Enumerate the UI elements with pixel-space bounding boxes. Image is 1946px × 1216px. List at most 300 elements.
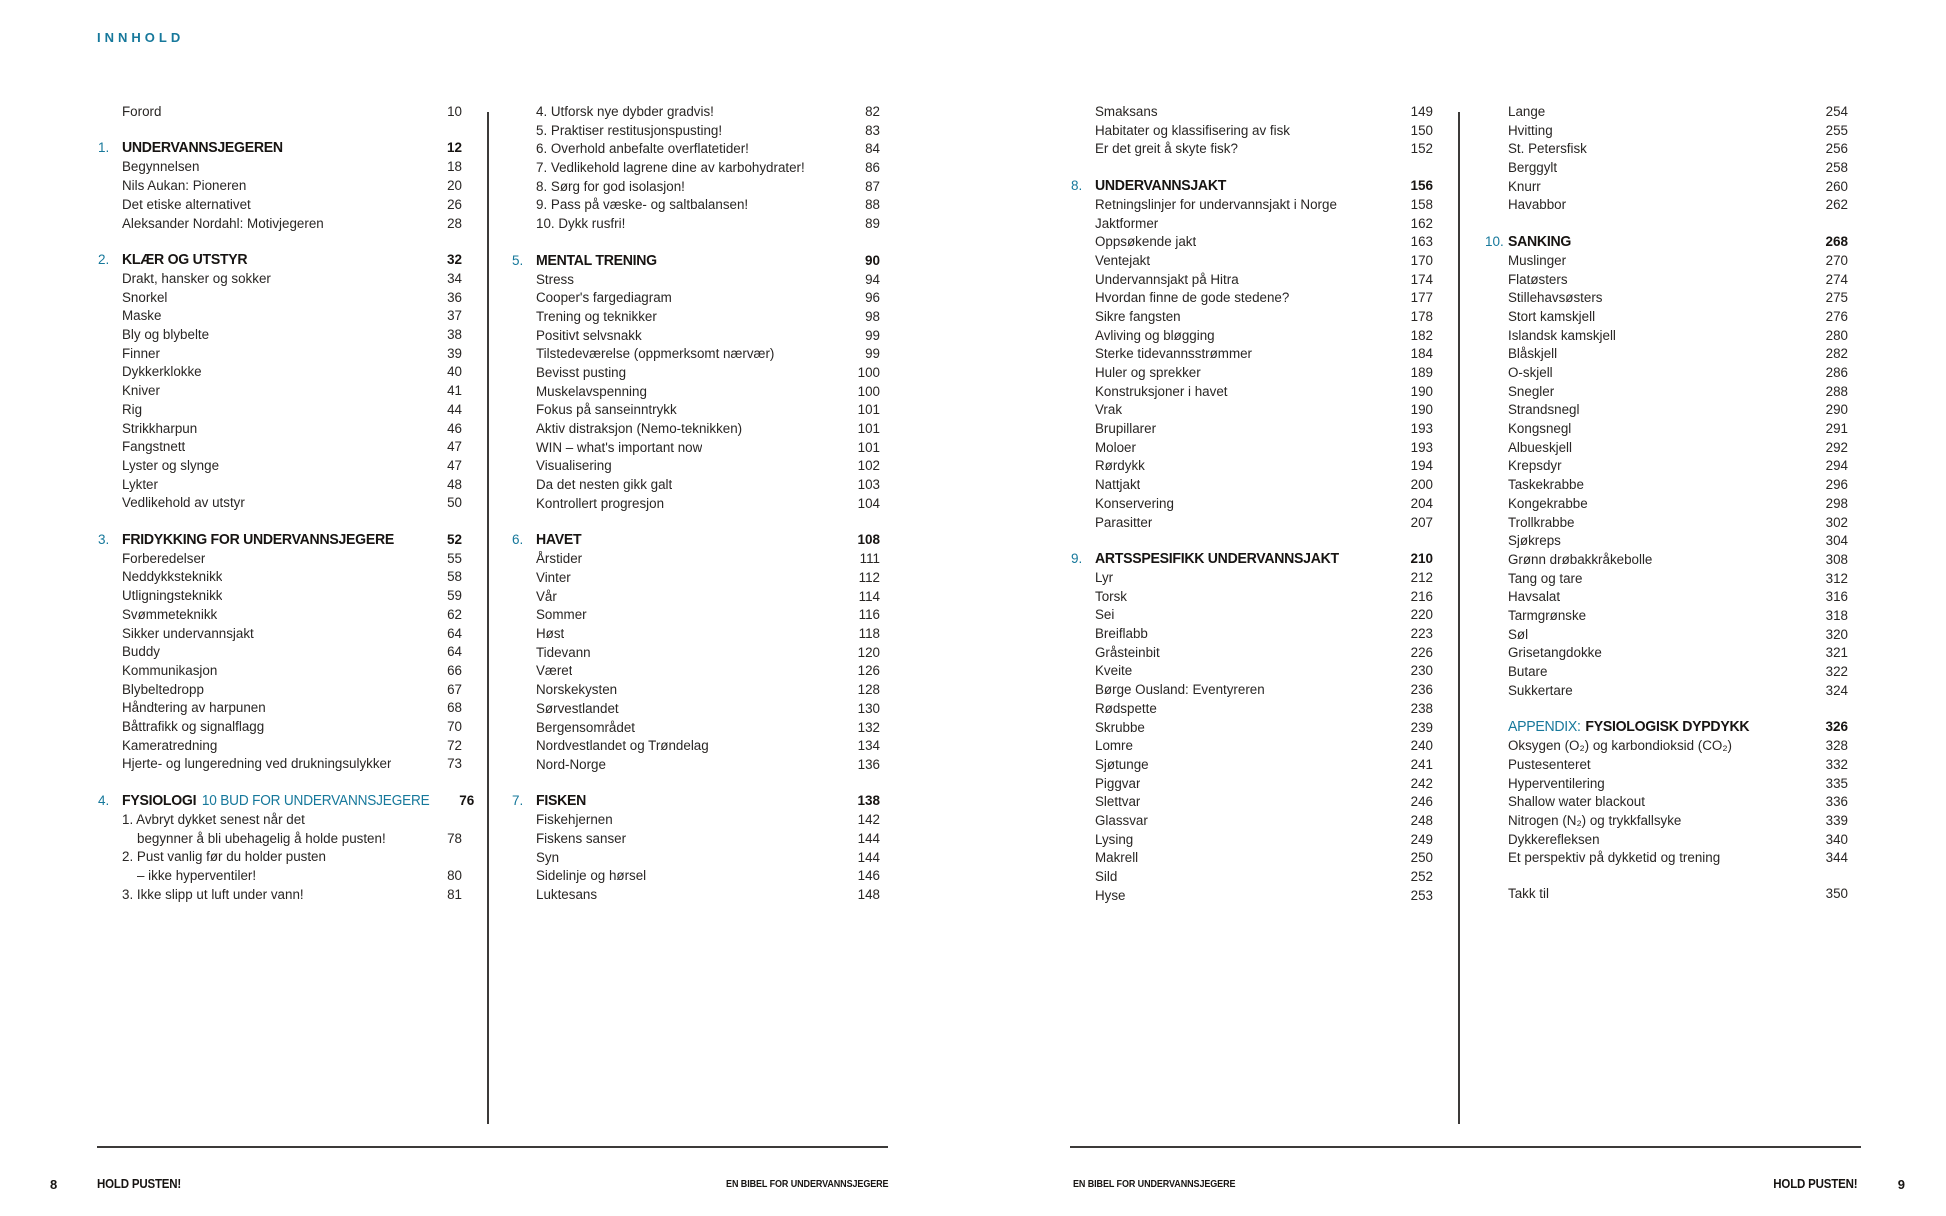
entry-page-number: 250 (1410, 850, 1433, 866)
entry-page-number: 216 (1410, 588, 1433, 604)
entry-page-number: 282 (1825, 346, 1848, 362)
entry-label: Lykter (122, 476, 158, 492)
entry-label: begynner å bli ubehagelig å holde pusten! (137, 830, 386, 846)
entry-label: Begynnelsen (122, 159, 200, 175)
toc-entry-row (1508, 885, 1848, 904)
entry-page-number: 255 (1825, 122, 1848, 138)
toc-entry-row (1508, 532, 1848, 551)
chapter-page-number: 52 (446, 531, 462, 547)
entry-label: Et perspektiv på dykketid og trening (1508, 850, 1721, 866)
toc-entry-row (536, 569, 880, 588)
entry-label: Torsk (1095, 588, 1127, 604)
toc-entry-row (122, 103, 462, 122)
right-page-number: 9 (1897, 1177, 1905, 1192)
toc-entry-row (1508, 159, 1848, 178)
toc-entry-row (1095, 289, 1433, 308)
toc-entry-row (1095, 588, 1433, 607)
entry-page-number: 321 (1825, 645, 1848, 661)
entry-page-number: 70 (447, 718, 462, 734)
entry-label: Sei (1095, 607, 1115, 623)
entry-page-number: 47 (447, 439, 462, 455)
entry-page-number: 248 (1410, 812, 1433, 828)
entry-page-number: 294 (1825, 458, 1848, 474)
entry-label: Ventejakt (1095, 252, 1151, 268)
toc-entry-row (1095, 327, 1433, 346)
toc-entry-row (1508, 271, 1848, 290)
entry-page-number: 274 (1825, 271, 1848, 287)
toc-entry-row (536, 849, 880, 868)
entry-label: Snorkel (122, 289, 168, 305)
toc-entry-row (1508, 140, 1848, 159)
chapter-number: 1. (98, 140, 110, 156)
entry-page-number: 59 (447, 588, 462, 604)
entry-label: 3. Ikke slipp ut luft under vann! (122, 886, 304, 902)
toc-entry-row (122, 270, 462, 289)
entry-label: Børge Ousland: Eventyreren (1095, 682, 1265, 698)
toc-entry-row (536, 122, 880, 141)
toc-chapter-row (512, 791, 880, 811)
toc-chapter-row (1485, 232, 1848, 252)
entry-page-number: 80 (447, 867, 462, 883)
entry-label: Trening og teknikker (536, 308, 657, 324)
entry-page-number: 253 (1410, 887, 1433, 903)
entry-label: Vinter (536, 570, 571, 586)
toc-entry-row (1508, 495, 1848, 514)
toc-entry-row (1508, 514, 1848, 533)
entry-label: Nord-Norge (536, 756, 606, 772)
entry-label: Hyse (1095, 887, 1126, 903)
entry-page-number: 236 (1410, 682, 1433, 698)
entry-page-number: 254 (1825, 104, 1848, 119)
entry-page-number: 18 (447, 159, 462, 175)
entry-page-number: 230 (1410, 663, 1433, 679)
toc-entry-row (1508, 626, 1848, 645)
toc-entry-row (1508, 476, 1848, 495)
toc-entry-row (122, 438, 462, 457)
entry-label: Snegler (1508, 383, 1555, 399)
entry-page-number: 118 (858, 626, 880, 642)
entry-page-number: 40 (447, 364, 462, 380)
toc-entry-row (536, 811, 880, 830)
entry-label: Trollkrabbe (1508, 514, 1575, 530)
toc-column-2 (512, 103, 880, 905)
entry-label: Sikker undervannsjakt (122, 625, 254, 641)
entry-page-number: 223 (1410, 626, 1433, 642)
entry-page-number: 312 (1825, 570, 1848, 586)
entry-label: Breiflabb (1095, 626, 1148, 642)
toc-entry-row (1095, 364, 1433, 383)
chapter-page-number: 108 (857, 532, 880, 548)
entry-label: Undervannsjakt på Hitra (1095, 271, 1239, 287)
entry-label: Grisetangdokke (1508, 645, 1602, 661)
toc-entry-row (536, 886, 880, 905)
entry-label: Havabbor (1508, 197, 1567, 213)
chapter-subtitle: 10 BUD FOR UNDERVANNSJEGERE (201, 792, 430, 809)
entry-page-number: 103 (857, 477, 880, 493)
entry-label: Butare (1508, 664, 1548, 680)
entry-label: Lysing (1095, 831, 1134, 847)
toc-entry-row (536, 476, 880, 495)
entry-label: Hjerte- og lungeredning ved drukningsulykker (122, 756, 392, 772)
entry-label: Sommer (536, 607, 587, 623)
toc-entry-row (122, 345, 462, 364)
toc-entry-row (1508, 793, 1848, 812)
entry-label: Huler og sprekker (1095, 365, 1201, 381)
toc-entry-row (1095, 719, 1433, 738)
chapter-number: 7. (512, 793, 524, 809)
entry-page-number: 50 (447, 495, 462, 511)
entry-page-number: 162 (1410, 215, 1433, 231)
entry-page-number: 44 (447, 401, 462, 417)
toc-entry-row (122, 457, 462, 476)
entry-page-number: 111 (859, 551, 880, 567)
toc-entry-row (1508, 570, 1848, 589)
entry-label: Kameratredning (122, 737, 218, 753)
entry-label: Bly og blybelte (122, 327, 210, 343)
entry-label: Det etiske alternativet (122, 196, 251, 212)
entry-label: Dykkerefleksen (1508, 831, 1600, 847)
entry-page-number: 340 (1825, 831, 1848, 847)
entry-label: Kveite (1095, 663, 1133, 679)
entry-page-number: 104 (857, 495, 880, 511)
toc-entry-row (536, 196, 880, 215)
chapter-page-number: 210 (1410, 551, 1433, 567)
toc-entry-row (1508, 196, 1848, 215)
toc-entry-row (1095, 569, 1433, 588)
entry-page-number: 286 (1825, 365, 1848, 381)
entry-label: Brupillarer (1095, 421, 1157, 437)
entry-label: Tidevann (536, 644, 591, 660)
chapter-title-group (1508, 717, 1749, 737)
toc-entry-row (536, 159, 880, 178)
entry-page-number: 102 (857, 458, 880, 474)
toc-entry-row (1095, 103, 1433, 122)
toc-entry-row (122, 643, 462, 662)
entry-label: Albueskjell (1508, 439, 1573, 455)
entry-page-number: 212 (1410, 570, 1433, 586)
entry-label: Sidelinje og hørsel (536, 868, 647, 884)
chapter-prefix: APPENDIX: (1508, 718, 1581, 736)
footer-rule-left (97, 1146, 888, 1148)
entry-label: 10. Dykk rusfri! (536, 216, 626, 232)
toc-entry-row (1095, 662, 1433, 681)
toc-entry-row (122, 811, 462, 830)
entry-page-number: 136 (857, 756, 880, 772)
entry-page-number: 308 (1825, 551, 1848, 567)
entry-label: Oksygen (O₂) og karbondioksid (CO₂) (1508, 738, 1732, 754)
toc-entry-row (536, 345, 880, 364)
entry-page-number: 41 (447, 383, 462, 399)
toc-entry-row (536, 383, 880, 402)
entry-page-number: 239 (1410, 719, 1433, 735)
entry-page-number: 302 (1825, 514, 1848, 530)
chapter-page-number: 90 (864, 252, 880, 268)
entry-label: Knurr (1508, 178, 1541, 194)
entry-label: Sukkertare (1508, 682, 1573, 698)
toc-entry-row (122, 158, 462, 177)
entry-label: Sjøtunge (1095, 756, 1149, 772)
entry-page-number: 99 (865, 327, 880, 343)
entry-page-number: 262 (1825, 197, 1848, 213)
entry-page-number: 46 (447, 420, 462, 436)
entry-label: O-skjell (1508, 365, 1553, 381)
toc-chapter-row (1071, 176, 1433, 196)
entry-page-number: 39 (447, 345, 462, 361)
entry-label: Neddykksteknikk (122, 569, 223, 585)
entry-label: Berggylt (1508, 160, 1558, 176)
entry-label: Svømmeteknikk (122, 606, 218, 622)
entry-label: Forberedelser (122, 550, 206, 566)
entry-label: Syn (536, 849, 560, 865)
chapter-title: KLÆR OG UTSTYR (122, 251, 248, 269)
toc-entry-row (1508, 737, 1848, 756)
entry-label: Muslinger (1508, 252, 1567, 268)
entry-page-number: 78 (447, 830, 462, 846)
entry-page-number: 177 (1410, 290, 1433, 306)
toc-entry-row (122, 848, 462, 867)
chapter-title: UNDERVANNSJEGEREN (122, 139, 283, 157)
toc-entry-row (1095, 215, 1433, 234)
toc-entry-row (122, 681, 462, 700)
toc-entry-row (536, 103, 880, 122)
chapter-page-number: 138 (857, 793, 880, 809)
toc-entry-row (1095, 700, 1433, 719)
entry-page-number: 148 (857, 887, 880, 903)
toc-entry-row (1095, 271, 1433, 290)
toc-entry-row (536, 420, 880, 439)
entry-page-number: 238 (1410, 700, 1433, 716)
entry-page-number: 98 (865, 308, 880, 324)
entry-page-number: 240 (1410, 738, 1433, 754)
toc-entry-row (1095, 345, 1433, 364)
toc-entry-row (122, 382, 462, 401)
toc-entry-row (1508, 588, 1848, 607)
entry-label: Kniver (122, 383, 160, 399)
entry-page-number: 316 (1825, 589, 1848, 605)
entry-page-number: 36 (447, 289, 462, 305)
toc-entry-row (536, 588, 880, 607)
entry-page-number: 332 (1825, 756, 1848, 772)
toc-entry-row (1095, 849, 1433, 868)
toc-entry-row (536, 215, 880, 234)
entry-page-number: 101 (857, 421, 880, 437)
entry-label: Forord (122, 104, 162, 119)
entry-label: Skrubbe (1095, 719, 1145, 735)
chapter-title-group (536, 791, 586, 811)
entry-label: Makrell (1095, 850, 1139, 866)
entry-label: Årstider (536, 551, 583, 567)
toc-entry-row (536, 662, 880, 681)
entry-label: Da det nesten gikk galt (536, 477, 673, 493)
chapter-number: 3. (98, 531, 110, 547)
toc-entry-row (1095, 196, 1433, 215)
toc-entry-row (1508, 178, 1848, 197)
toc-entry-row (122, 420, 462, 439)
entry-label: Avliving og bløgging (1095, 327, 1215, 343)
toc-entry-row (1095, 457, 1433, 476)
entry-label: 6. Overhold anbefalte overflatetider! (536, 141, 749, 157)
chapter-page-number: 12 (446, 140, 462, 156)
entry-page-number: 72 (447, 737, 462, 753)
entry-label: Fokus på sanseinntrykk (536, 402, 677, 418)
entry-label: Tarmgrønske (1508, 607, 1587, 623)
toc-entry-row (1508, 420, 1848, 439)
toc-entry-row (1508, 308, 1848, 327)
entry-label: Gråsteinbit (1095, 644, 1160, 660)
chapter-number: 4. (98, 792, 110, 808)
entry-page-number: 88 (865, 197, 880, 213)
toc-entry-row (1095, 868, 1433, 887)
chapter-page-number: 32 (446, 252, 462, 268)
entry-page-number: 322 (1825, 664, 1848, 680)
entry-page-number: 335 (1825, 775, 1848, 791)
entry-page-number: 38 (447, 327, 462, 343)
entry-label: St. Petersfisk (1508, 141, 1587, 157)
entry-page-number: 84 (865, 141, 880, 157)
toc-entry-row (122, 326, 462, 345)
entry-label: Nils Aukan: Pioneren (122, 178, 247, 194)
toc-entry-row (122, 550, 462, 569)
chapter-title-group (122, 530, 394, 550)
toc-entry-row (1508, 812, 1848, 831)
entry-label: Taskekrabbe (1508, 477, 1584, 493)
entry-label: Høst (536, 626, 565, 642)
toc-entry-row (1508, 551, 1848, 570)
entry-page-number: 100 (857, 383, 880, 399)
entry-page-number: 193 (1410, 421, 1433, 437)
toc-entry-row (1095, 383, 1433, 402)
entry-page-number: 116 (858, 607, 880, 623)
entry-label: Pustesenteret (1508, 756, 1591, 772)
entry-page-number: 149 (1410, 104, 1433, 119)
toc-entry-row (536, 719, 880, 738)
footer-rule-right (1070, 1146, 1861, 1148)
entry-page-number: 292 (1825, 439, 1848, 455)
entry-label: Blybeltedropp (122, 681, 204, 697)
entry-label: Båttrafikk og signalflagg (122, 718, 265, 734)
toc-entry-row (536, 830, 880, 849)
toc-chapter-row (98, 791, 475, 811)
chapter-number: 10. (1485, 233, 1504, 249)
entry-label: 1. Avbryt dykket senest når det (122, 811, 305, 827)
entry-page-number: 290 (1825, 402, 1848, 418)
toc-entry-row (1095, 439, 1433, 458)
chapter-title: FRIDYKKING FOR UNDERVANNSJEGERE (122, 530, 394, 548)
entry-page-number: 288 (1825, 383, 1848, 399)
entry-page-number: 81 (447, 886, 462, 902)
toc-entry-row (1095, 831, 1433, 850)
toc-entry-row (122, 289, 462, 308)
toc-entry-row (1508, 849, 1848, 868)
toc-entry-row (1095, 476, 1433, 495)
entry-label: Fiskens sanser (536, 831, 627, 847)
entry-page-number: 87 (865, 178, 880, 194)
toc-entry-row (1095, 606, 1433, 625)
toc-entry-row (1508, 345, 1848, 364)
entry-label: Lyr (1095, 570, 1114, 586)
toc-entry-row (536, 606, 880, 625)
entry-page-number: 34 (447, 271, 462, 287)
chapter-page-number: 268 (1825, 233, 1848, 249)
entry-page-number: 132 (857, 719, 880, 735)
toc-entry-row (536, 700, 880, 719)
entry-page-number: 99 (865, 346, 880, 362)
toc-entry-row (536, 140, 880, 159)
entry-label: Sild (1095, 869, 1118, 885)
toc-entry-row (1095, 737, 1433, 756)
entry-label: Nitrogen (N₂) og trykkfallsyke (1508, 812, 1682, 828)
entry-label: Kontrollert progresjon (536, 495, 665, 511)
entry-label: Hyperventilering (1508, 775, 1605, 791)
entry-page-number: 344 (1825, 850, 1848, 866)
entry-label: Sjøkreps (1508, 533, 1561, 549)
toc-chapter-row (98, 138, 462, 158)
entry-page-number: 55 (447, 550, 462, 566)
entry-label: – ikke hyperventiler! (137, 867, 257, 883)
entry-page-number: 101 (857, 439, 880, 455)
toc-entry-row (536, 625, 880, 644)
entry-label: Håndtering av harpunen (122, 700, 266, 716)
entry-page-number: 64 (447, 644, 462, 660)
toc-entry-row (1095, 233, 1433, 252)
entry-label: Norskekysten (536, 682, 618, 698)
chapter-title: HAVET (536, 531, 582, 549)
entry-label: Sterke tidevannsstrømmer (1095, 346, 1253, 362)
chapter-title: MENTAL TRENING (536, 251, 657, 269)
chapter-title-group (122, 791, 430, 811)
entry-page-number: 142 (857, 812, 880, 828)
entry-label: Oppsøkende jakt (1095, 234, 1197, 250)
entry-page-number: 174 (1410, 271, 1433, 287)
entry-page-number: 37 (447, 308, 462, 324)
entry-label: Glassvar (1095, 812, 1148, 828)
toc-entry-row (122, 363, 462, 382)
entry-page-number: 114 (858, 588, 880, 604)
toc-entry-row (1508, 383, 1848, 402)
toc-entry-row (1508, 644, 1848, 663)
toc-entry-row (1508, 607, 1848, 626)
entry-label: 8. Sørg for god isolasjon! (536, 178, 685, 194)
entry-label: Shallow water blackout (1508, 794, 1645, 810)
entry-label: Bergensområdet (536, 719, 635, 735)
chapter-page-number: 76 (459, 792, 475, 808)
toc-entry-row (122, 662, 462, 681)
toc-entry-row (1508, 831, 1848, 850)
toc-entry-row (1508, 252, 1848, 271)
entry-label: Vår (536, 588, 557, 604)
entry-page-number: 128 (857, 682, 880, 698)
toc-entry-row (536, 178, 880, 197)
entry-page-number: 252 (1410, 869, 1433, 885)
toc-entry-row (536, 401, 880, 420)
entry-label: Rig (122, 401, 143, 417)
entry-page-number: 10 (447, 104, 462, 119)
chapter-number: 6. (512, 532, 524, 548)
entry-page-number: 276 (1825, 308, 1848, 324)
entry-label: Maske (122, 308, 162, 324)
toc-entry-row (1095, 775, 1433, 794)
entry-label: 7. Vedlikehold lagrene dine av karbohydrater! (536, 160, 805, 176)
entry-page-number: 193 (1410, 439, 1433, 455)
toc-entry-row (1508, 663, 1848, 682)
toc-chapter-row (98, 250, 462, 270)
entry-page-number: 304 (1825, 533, 1848, 549)
chapter-title-group (1095, 176, 1226, 196)
entry-page-number: 336 (1825, 794, 1848, 810)
entry-label: Kommunikasjon (122, 662, 218, 678)
entry-label: Drakt, hansker og sokker (122, 271, 271, 287)
toc-entry-row (536, 550, 880, 569)
